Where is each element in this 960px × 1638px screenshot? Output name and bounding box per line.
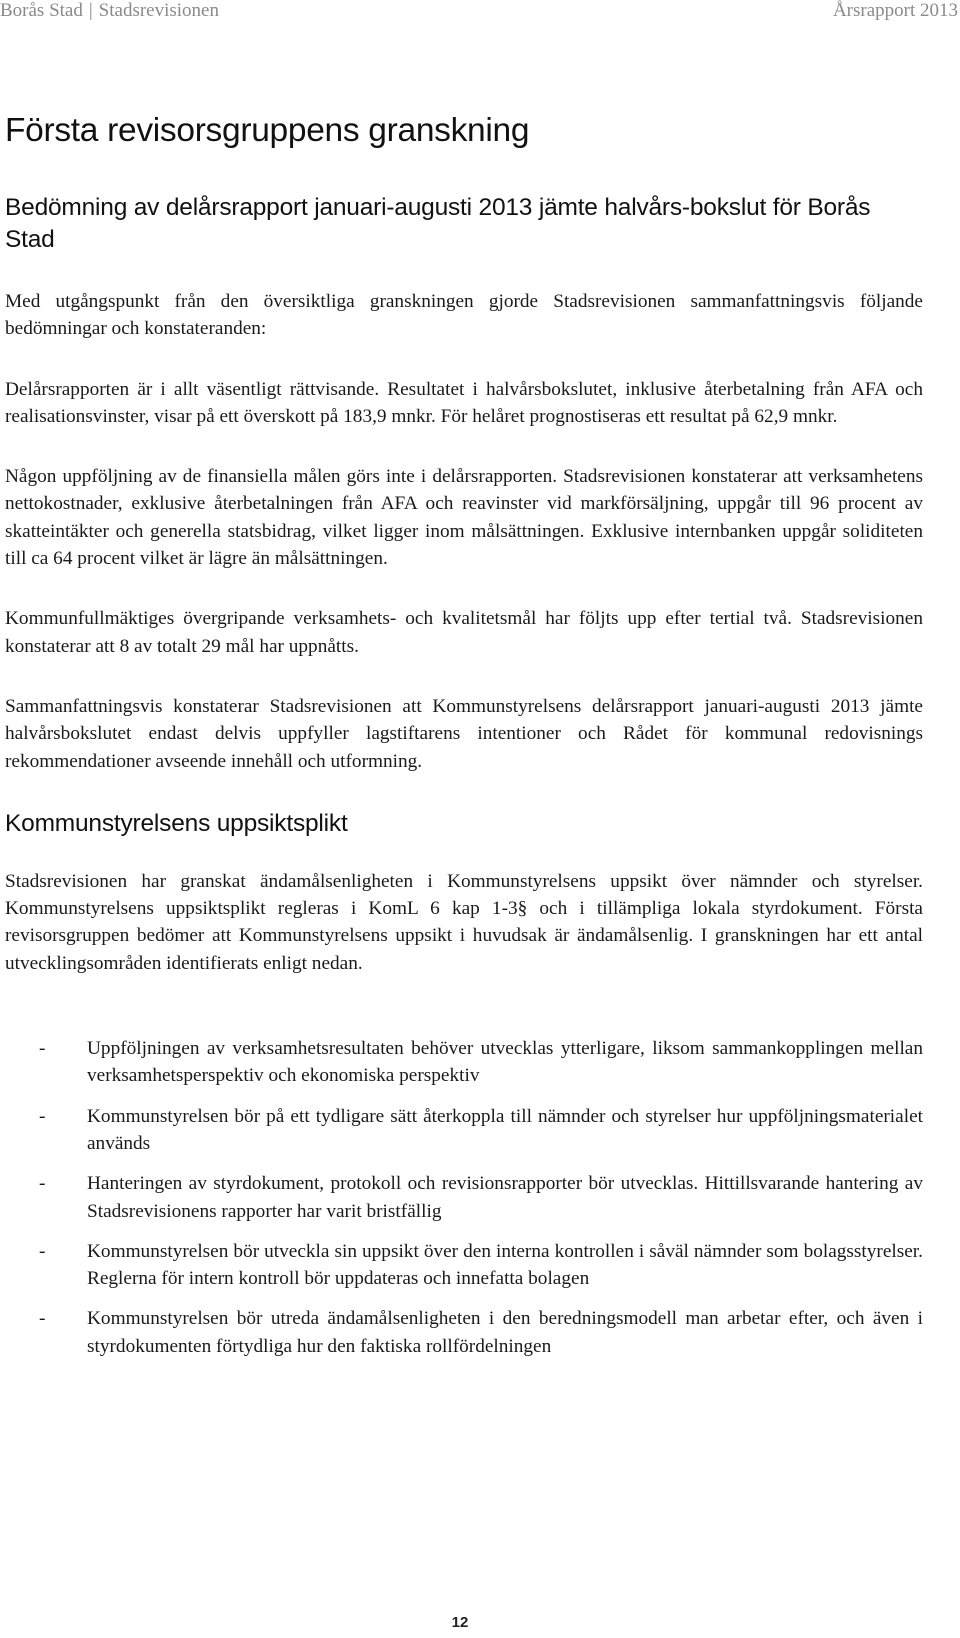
uppsikt-paragraph: Stadsrevisionen har granskat ändamålsenligheten i Kommunstyrelsens uppsikt över nämnder och styrelser. Kommunstyrelsens uppsiktsplikt regleras i KomL 6 kap 1-3§ och i tillämpliga lokala styrdokument. Första revisorsgruppen bedömer att Kommunstyrelsens uppsikt i huvudsak är ändamålsenlig. I granskningen har ett antal utvecklingsområden identifierats enligt nedan. [5,870,923,974]
bullet-dash: - [39,1038,46,1060]
list-item [5,1103,923,1158]
quality-goals-paragraph: Kommunfullmäktiges övergripande verksamhets- och kvalitetsmål har följts upp efter tertial två. Stadsrevisionen konstaterar att 8 av totalt 29 mål har uppnåtts. [5,608,923,657]
bullet-dash: - [39,1105,46,1127]
summary-paragraph: Sammanfattningsvis konstaterar Stadsrevisionen att Kommunstyrelsens delårsrapport januari-augusti 2013 jämte halvårsbokslutet endast delvis uppfyller lagstiftarens intentioner och Rådet för kommunal redovisnings rekommendationer avseende innehåll och utformning. [5,695,923,772]
list-item-text: Hanteringen av styrdokument, protokoll och revisionsrapporter bör utvecklas. Hittillsvarande hantering av Stadsrevisionens rapporter har varit bristfällig [87,1173,923,1222]
assessment-paragraph: Delårsrapporten är i allt väsentligt rättvisande. Resultatet i halvårsbokslutet, inklusive återbetalning från AFA och realisationsvinster, visar på ett överskott på 183,9 mnkr. För helåret prognostiseras ett resultat på 62,9 mnkr. [5,378,923,427]
list-item-text: Uppföljningen av verksamhetsresultaten behöver utvecklas ytterligare, liksom sammankopplingen mellan verksamhetsperspektiv och ekonomiska perspektiv [87,1038,923,1087]
list-item-text: Kommunstyrelsen bör på ett tydligare sätt återkoppla till nämnder och styrelser hur uppföljningsmaterialet används [87,1105,923,1154]
bullet-dash: - [39,1173,46,1195]
list-item-text: Kommunstyrelsen bör utreda ändamålsenligheten i den beredningsmodell man arbetar efter, och även i styrdokumenten förtydliga hur den faktiska rollfördelningen [87,1308,923,1357]
header-left [0,0,219,22]
header-org: Borås Stad [0,0,83,21]
list-item [5,1238,923,1293]
development-areas-list [5,1035,923,1360]
header-separator: | [88,0,93,21]
list-item [5,1170,923,1225]
page-title: Första revisorsgruppens granskning [5,112,530,149]
intro-paragraph: Med utgångspunkt från den översiktliga granskningen gjorde Stadsrevisionen sammanfattningsvis följande bedömningar och konstateranden: [5,291,923,340]
bullet-dash: - [39,1240,46,1262]
section-heading-delarsrapport: Bedömning av delårsrapport januari-augusti 2013 jämte halvårs-bokslut för Borås Stad [5,194,871,253]
running-header [0,0,960,24]
page-number: 12 [451,1614,469,1631]
list-item [5,1305,923,1360]
list-item [5,1035,923,1090]
header-report: Årsrapport 2013 [832,0,958,21]
page-content [5,112,923,1373]
list-item-text: Kommunstyrelsen bör utveckla sin uppsikt över den interna kontrollen i såväl nämnder som bolagsstyrelser. Reglerna för intern kontroll bör uppdateras och innefatta bolagen [87,1240,923,1290]
bullet-dash: - [39,1308,46,1330]
financial-goals-paragraph: Någon uppföljning av de finansiella målen görs inte i delårsrapporten. Stadsrevisionen konstaterar att verksamhetens nettokostnader, exklusive återbetalningen från AFA och reavinster vid markförsäljning, uppgår till 96 procent av skatteintäkter och generella statsbidrag, vilket ligger inom målsättningen. Exklusive internbanken uppgår soliditeten till ca 64 procent vilket är lägre än målsättningen. [5,466,923,570]
section-heading-uppsiktsplikt: Kommunstyrelsens uppsiktsplikt [5,809,348,837]
header-dept: Stadsrevisionen [98,0,219,21]
